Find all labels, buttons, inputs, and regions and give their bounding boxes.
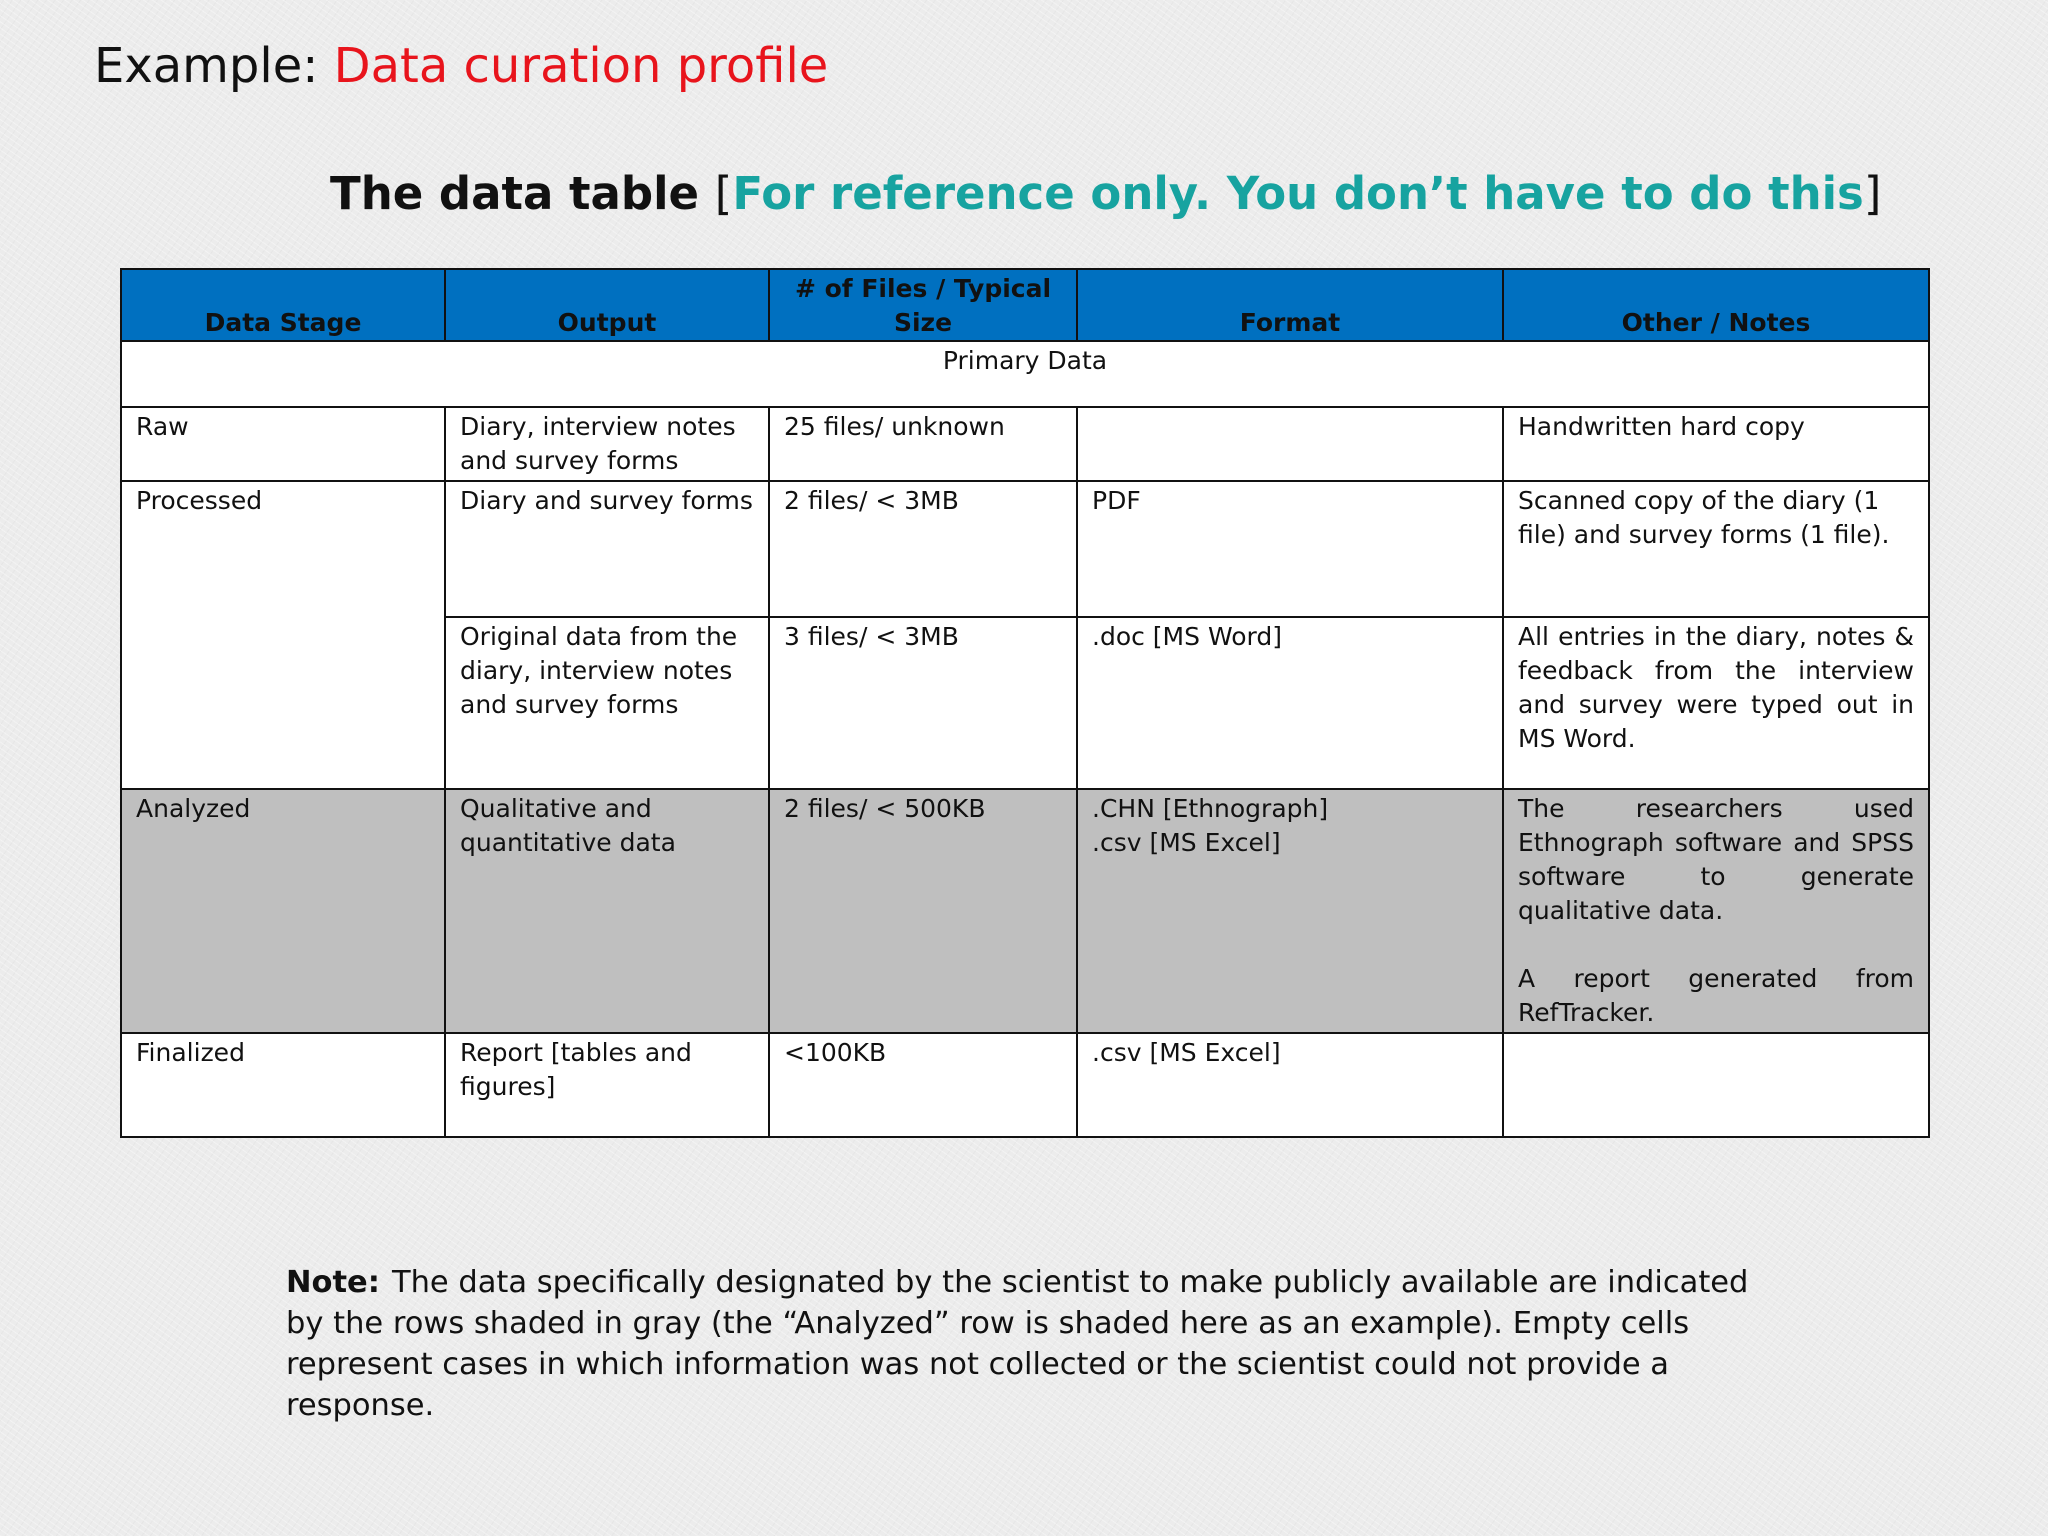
cell-output: Diary and survey forms [445,481,769,617]
section-row [121,341,1929,407]
cell-files: <100KB [769,1033,1077,1137]
table-title-teal-text: For reference only. You don’t have to do this [732,167,1864,220]
cell-format [1077,407,1503,481]
format-line-excel: .csv [MS Excel] [1092,828,1281,857]
cell-files: 2 files/ < 500KB [769,789,1077,1033]
header-files-size: # of Files / Typical Size [769,269,1077,341]
cell-files: 25 files/ unknown [769,407,1077,481]
cell-format [1077,789,1503,1033]
table-row-analyzed [121,789,1929,1033]
table-row-finalized [121,1033,1929,1137]
table-title-close-bracket: ] [1863,167,1882,220]
cell-notes [1503,1033,1929,1137]
slide-heading [94,36,828,96]
table-header-row [121,269,1929,341]
table-title [330,164,1881,224]
cell-notes: Scanned copy of the diary (1 file) and survey forms (1 file). [1503,481,1929,617]
cell-notes: All entries in the diary, notes & feedback from the interview and survey were typed out in MS Word. [1503,617,1929,789]
header-output: Output [445,269,769,341]
notes-paragraph-2: A report generated from RefTracker. [1518,964,1914,1027]
cell-stage: Raw [121,407,445,481]
note-label: Note: [286,1265,380,1300]
table-row-raw [121,407,1929,481]
footnote [286,1262,1786,1426]
cell-format: .doc [MS Word] [1077,617,1503,789]
data-curation-table [120,268,1930,1138]
heading-accent: Data curation profile [333,38,829,94]
note-text: The data specifically designated by the scientist to make publicly available are indicated by the rows shaded in gray (the “Analyzed” row is shaded here as an example). Empty cells represent cases in which information was not collected or the scientist could not provide a response. [286,1265,1749,1423]
table-row-processed-1 [121,481,1929,617]
table-title-main: The data table [330,167,715,220]
cell-stage: Finalized [121,1033,445,1137]
cell-files: 2 files/ < 3MB [769,481,1077,617]
cell-stage: Processed [121,481,445,789]
cell-files: 3 files/ < 3MB [769,617,1077,789]
cell-format: .csv [MS Excel] [1077,1033,1503,1137]
cell-format: PDF [1077,481,1503,617]
table-title-open-bracket: [ [714,167,733,220]
cell-notes: Handwritten hard copy [1503,407,1929,481]
cell-notes [1503,789,1929,1033]
format-line-ethnograph: .CHN [Ethnograph] [1092,794,1329,823]
cell-output: Report [tables and figures] [445,1033,769,1137]
cell-stage: Analyzed [121,789,445,1033]
header-other-notes: Other / Notes [1503,269,1929,341]
notes-paragraph-1: The researchers used Ethnograph software and SPSS software to generate qualitative data. [1518,794,1914,925]
cell-output: Diary, interview notes and survey forms [445,407,769,481]
cell-output: Qualitative and quantitative data [445,789,769,1033]
heading-prefix: Example: [94,38,334,94]
header-data-stage: Data Stage [121,269,445,341]
header-format: Format [1077,269,1503,341]
section-label-primary-data: Primary Data [121,341,1929,407]
cell-output: Original data from the diary, interview notes and survey forms [445,617,769,789]
